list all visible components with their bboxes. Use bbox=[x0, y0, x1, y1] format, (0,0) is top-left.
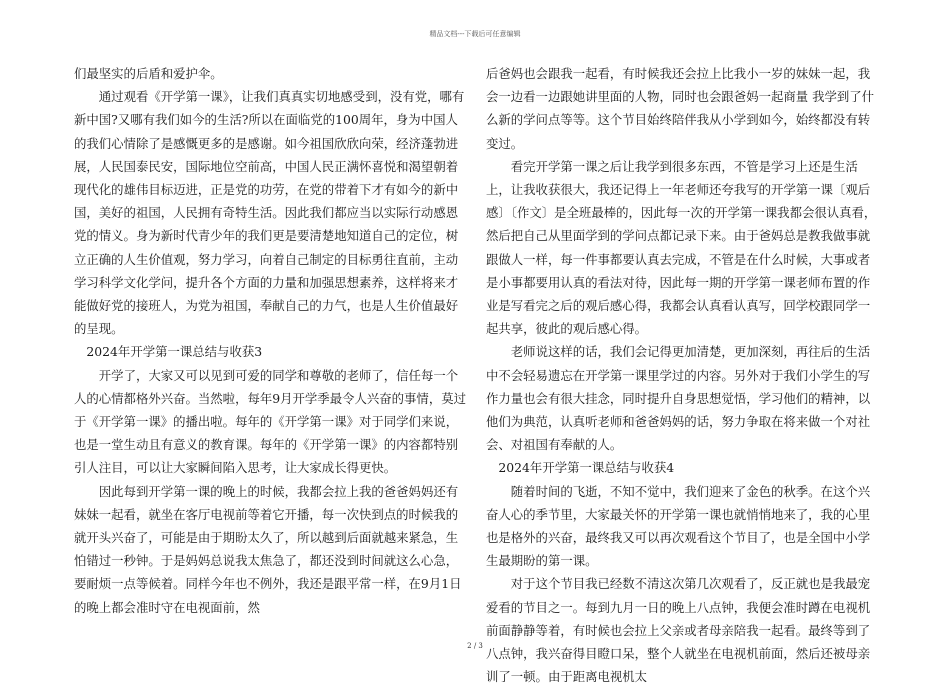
paragraph: 因此每到开学第一课的晚上的时候，我都会拉上我的爸爸妈妈还有妹妹一起看，就坐在客厅电视前等着它开播，每一次快到点的时候我的就开头兴奋了，可能是由于期盼太久了，所以越到后面就越来紧急，生怕错过一秒钟。于是妈妈总说我太焦急了，都还没到时间就这么心急，要耐烦一点等候着。同样今年也不例外，我还是跟平常一样，在9月1日的晚上都会准时守在电视面前，然 bbox=[74, 483, 462, 615]
paragraph: 们最坚实的后盾和爱护伞。 bbox=[74, 66, 223, 81]
page-header: 精品文档---下载后可任意编辑 bbox=[429, 30, 521, 38]
paragraph: 随着时间的飞逝，不知不觉中，我们迎来了金色的秋季。在这个兴奋人心的季节里，大家最关怀的开学第一课也就悄悄地来了，我的心里也是格外的兴奋，最终我又可以再次观看这个节目了，也是全国中小学生最期盼的第一课。 bbox=[486, 483, 871, 569]
paragraph: 开学了，大家又可以见到可爱的同学和尊敬的老师了，信任每一个人的心情都格外兴奋。当然啦，每年9月开学季最令人兴奋的事情，莫过于《开学第一课》的播出啦。每年的《开学第一课》对于同学们来说，也是一堂生动且有意义的教育课。每年的《开学第一课》的内容都特别 引人注目，可以让大家瞬间陷入思考，让大家成长得更快。 bbox=[74, 367, 483, 476]
paragraph: 看完开学第一课之后让我学到很多东西，不管是学习上还是生活上，让我收获很大，我还记得上一年老师还夸我写的开学第一课〔观后感〕〔作文〕是全班最棒的，因此每一次的开学第一课我都会很认真看，然后把自己从里面学到的学问点都记录下来。由于爸妈总是教我做事就跟做人一样，每一件事都要认真去完成，不管是在什么时候，大事或者是小事都要用认真的看法对待，因此每一期的开学第一课老师布置的作业是写看完之后的观后感心得，我都会认真看认真写，回学校跟同学一起共享，彼此的观后感心得。 bbox=[486, 158, 877, 337]
section-heading: 2024年开学第一课总结与收获4 bbox=[498, 460, 675, 476]
paragraph: 通过观看《开学第一课》，让我们真真实切地感受到，没有党，哪有新中国?又哪有我们如今的生活?所以在面临党的100周年，身为中国人的我们心情除了是感慨更多的是感谢。如今祖国欣欣向荣，经济蓬勃进展，人民国泰民安，国际地位空前高，中国人民正满怀喜悦和渴望朝着现代化的雄伟目标迈进，正是党的功劳，在党的带着下才有如今的新中国，美好的祖国，人民拥有奇特生活。因此我们都应当以实际行动感恩党的情义。身为新时代青少年的我们更是要清楚地知道自己的定位，树立正确的人生价值观，努力学习，向着自己制定的目标勇往直前，主动学习科学文化学问，提升各个方面的力量和加强思想素养，这样将来才能做好党的接班人，为党为祖国，奉献自己的力气，也是人生价值最好的呈现。 bbox=[74, 89, 465, 337]
left-column bbox=[74, 62, 483, 619]
paragraph: 后爸妈也会跟我一起看，有时候我还会拉上比我小一岁的妹妹一起，我会一边看一边跟她讲里面的人物，同时也会跟爸妈一起商量 我学到了什么新的学问点等等。这个节目始终陪伴我从小学到如今，始终都没有转变过。 bbox=[486, 66, 875, 151]
section-heading: 2024年开学第一课总结与收获3 bbox=[86, 344, 263, 360]
paragraph: 对于这个节目我已经数不清这次第几次观看了，反正就也是我最宠爱看的节目之一。每到九月一日的晚上八点钟，我便会准时蹲在电视机前面静静等着，有时候也会拉上父亲或者母亲陪我一起看。最终等到了八点钟，我兴奋得目瞪口呆，整个人就坐在电视机前面，然后还被母亲训了一顿。由于距离电视机太 bbox=[486, 576, 871, 685]
right-column bbox=[486, 62, 880, 688]
paragraph: 老师说这样的话，我们会记得更加清楚，更加深刻，再往后的生活中不会轻易遗忘在开学第一课里学过的内容。另外对于我们小学生的写作力量也会有很大挂念，同时提升自身思想觉悟，学习他们的精神，以他们为典范，认真听老师和爸爸妈妈的话，努力争取在将来做一个对社会、对祖国有奉献的人。 bbox=[486, 344, 871, 453]
page-number: 2 / 3 bbox=[467, 642, 483, 650]
